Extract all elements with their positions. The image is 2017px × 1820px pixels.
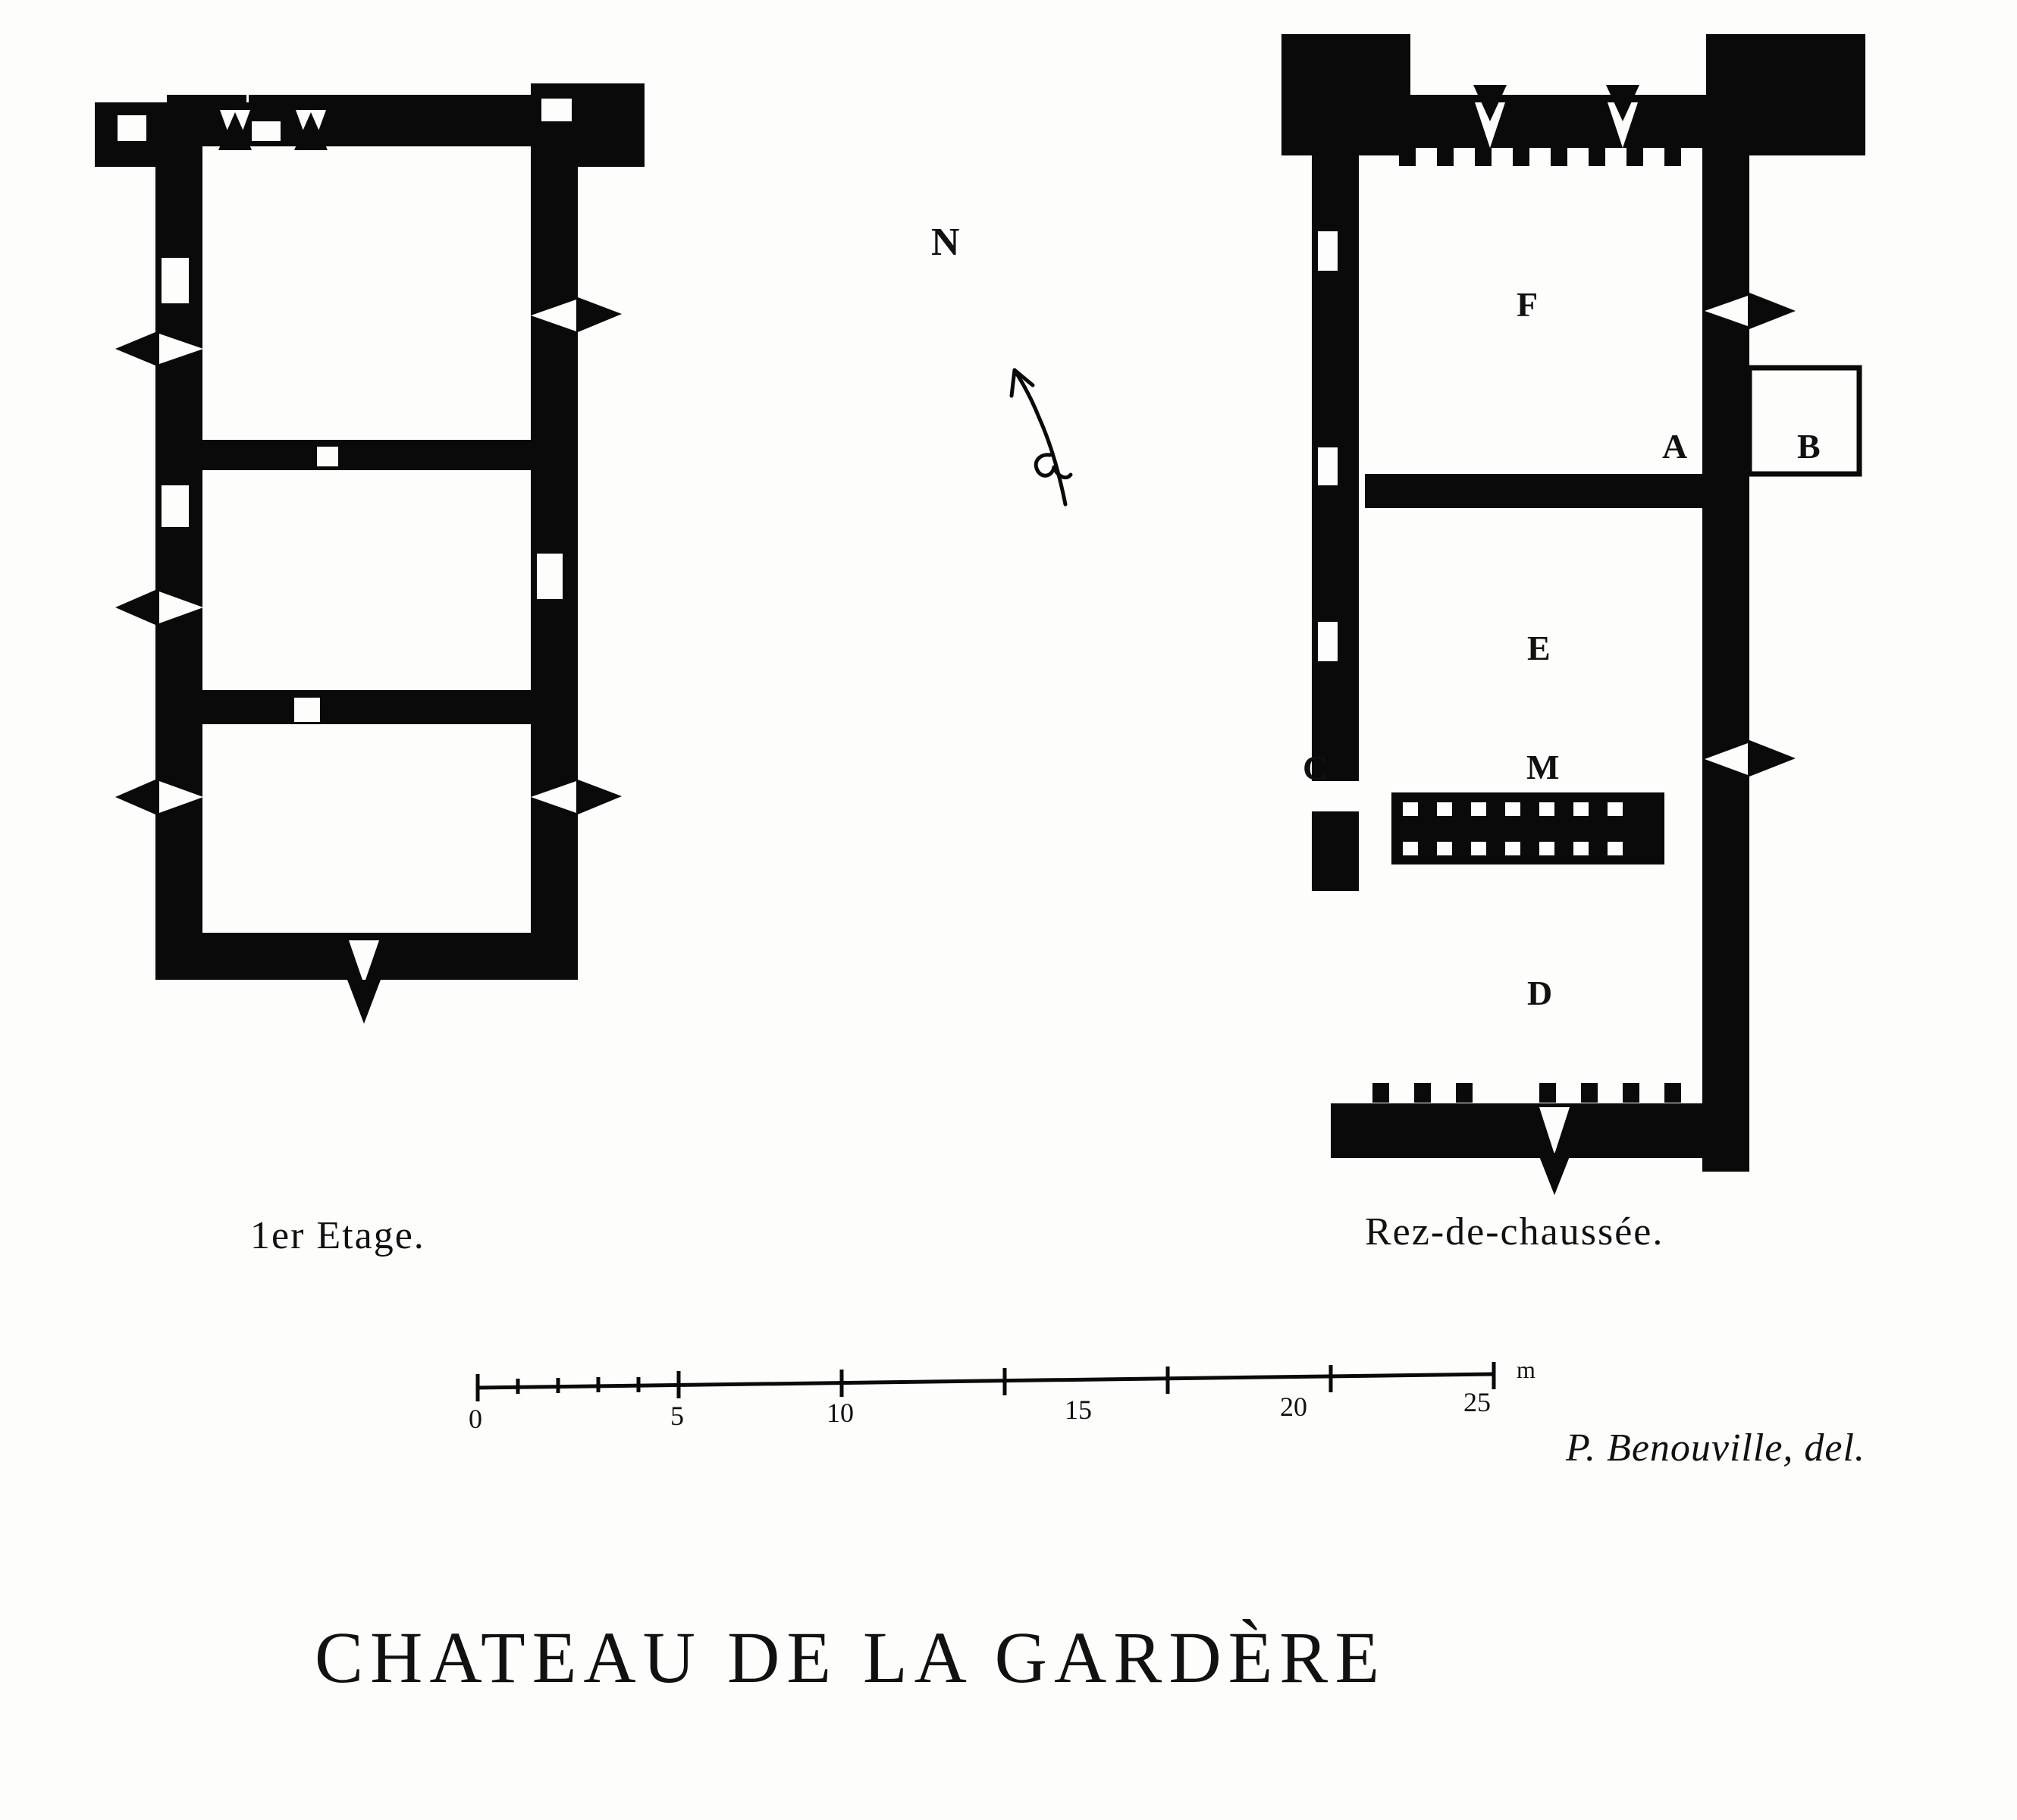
scale-tick-15: 15: [1065, 1395, 1092, 1425]
room-label-M: M: [1526, 748, 1561, 786]
scale-tick-25: 25: [1463, 1387, 1491, 1417]
scale-unit-label: m: [1517, 1356, 1535, 1383]
caption-first-floor-text: 1er Etage.: [250, 1214, 425, 1257]
room-label-A: A: [1662, 427, 1689, 466]
caption-first-floor: [250, 1213, 425, 1258]
room-label-D: D: [1527, 974, 1554, 1012]
plan-ground-floor: [1281, 23, 1911, 1206]
north-arrow-icon: [978, 326, 1107, 523]
room-label-F: F: [1517, 285, 1539, 324]
north-letter: N: [931, 221, 960, 264]
room-label-C: C: [1303, 748, 1329, 787]
scale-tick-5: 5: [670, 1401, 684, 1431]
signature: P. Benouville, del.: [1566, 1426, 1865, 1470]
scale-bar: [455, 1342, 1562, 1426]
room-label-B: B: [1797, 427, 1821, 466]
room-label-E: E: [1527, 629, 1551, 667]
scale-tick-10: 10: [827, 1398, 854, 1428]
drawing-title: CHATEAU DE LA GARDÈRE: [315, 1617, 1386, 1698]
scale-tick-0: 0: [469, 1404, 482, 1434]
scale-tick-20: 20: [1280, 1392, 1307, 1422]
plan-first-floor: [76, 30, 682, 1213]
caption-ground-floor: Rez-de-chaussée.: [1365, 1210, 1664, 1254]
